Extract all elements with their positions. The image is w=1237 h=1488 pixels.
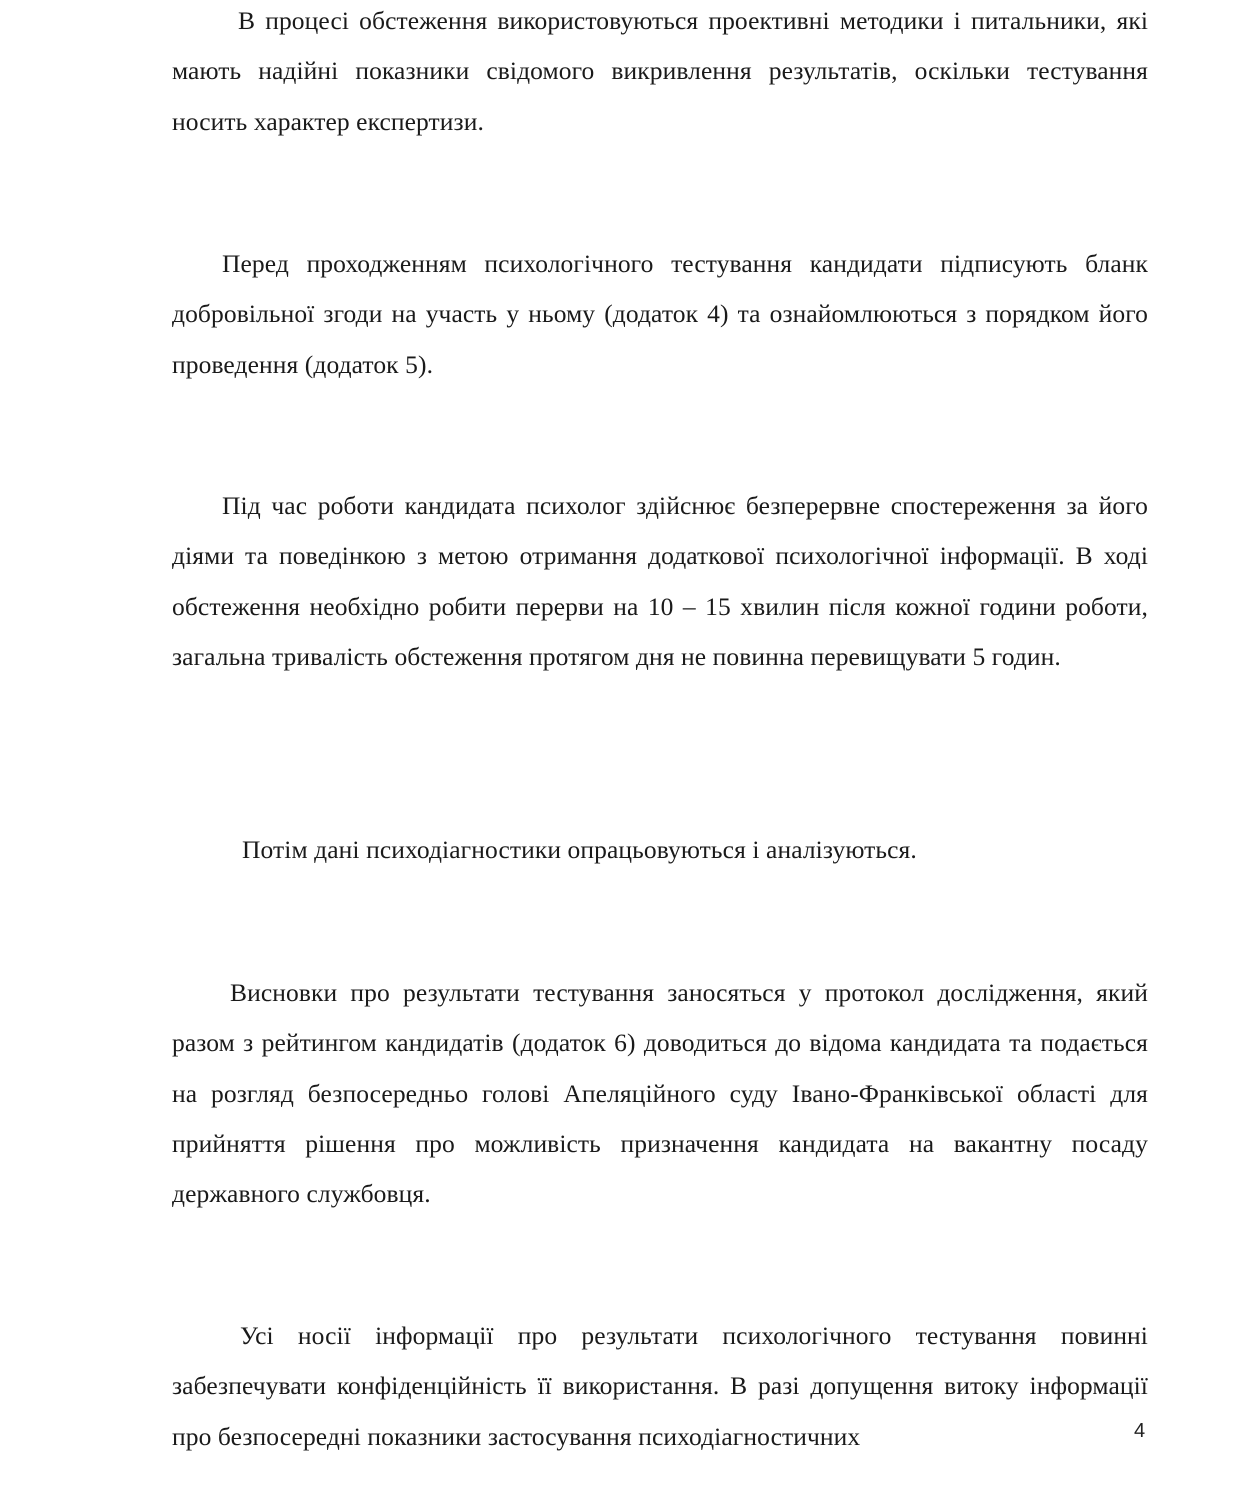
page-number: 4: [1134, 1420, 1146, 1442]
paragraph-observation: Під час роботи кандидата психолог здійснює безперервне спостереження за його діями та поведінкою з метою отримання додаткової психологічної інформації. В ході обстеження необхідно робити перерви на 10 – 15 хвилин після кожної години роботи, загальна тривалість обстеження протягом дня не повинна перевищувати 5 годин.: [172, 491, 1148, 671]
paragraph-analysis: Потім дані психодіагностики опрацьовуються і аналізуються.: [242, 835, 917, 864]
paragraph-conclusions: Висновки про результати тестування заносяться у протокол дослідження, який разом з рейтингом кандидатів (додаток 6) доводиться до відома кандидата та подається на розгляд безпосередньо голові Апеляційного суду Івано-Франківської області для прийняття рішення про можливість призначення кандидата на вакантну посаду державного службовця.: [172, 978, 1148, 1209]
paragraph-consent: Перед проходженням психологічного тестування кандидати підписують бланк добровільної згоди на участь у ньому (додаток 4) та ознайомлюються з порядком його проведення (додаток 5).: [172, 249, 1148, 379]
paragraph-confidentiality: Усі носії інформації про результати психологічного тестування повинні забезпечувати конфіденційність її використання. В разі допущення витоку інформації про безпосередні показники застосування психодіагностичних: [172, 1321, 1148, 1451]
paragraph-methods: В процесі обстеження використовуються проективні методики і питальники, які мають надійні показники свідомого викривлення результатів, оскільки тестування носить характер експертизи.: [172, 6, 1148, 136]
